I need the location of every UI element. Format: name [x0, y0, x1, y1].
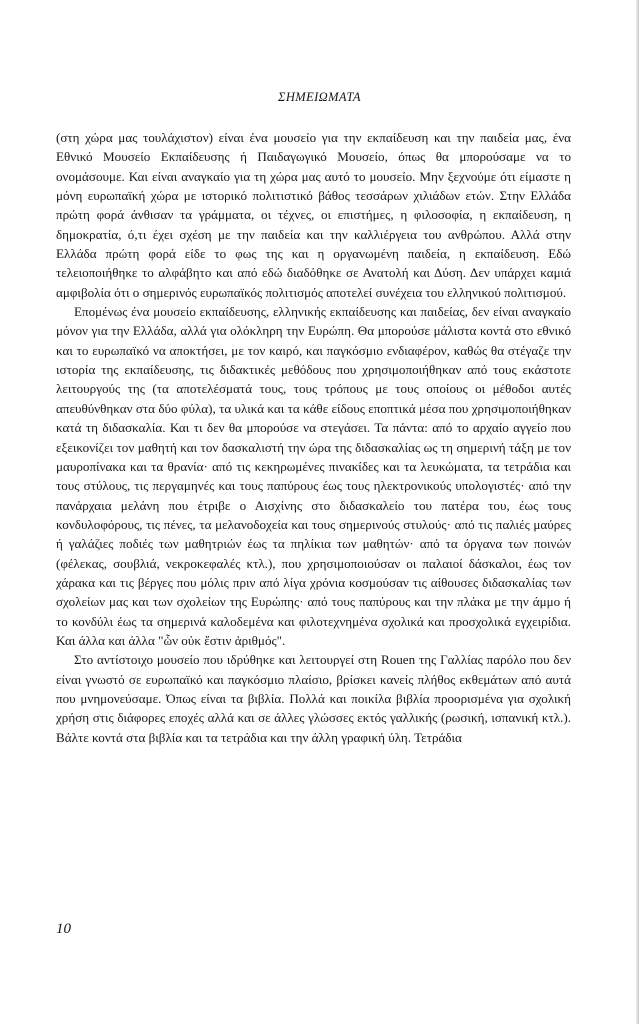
running-header: ΣΗΜΕΙΩΜΑΤΑ — [278, 90, 361, 104]
paragraph-1: (στη χώρα μας τουλάχιστον) είναι ένα μουσείο για την εκπαίδευση και την παιδεία μας, ένα Εθνικό Μουσείο Εκπαίδευσης ή Παιδαγωγικό Μουσείο, όπως θα μπορούσαμε να το ονομάσουμε. Και είναι αναγκαίο για τη χώρα μας αυτό το μουσείο. Μην ξεχνούμε ότι είμαστε η μόνη ευρωπαϊκή χώρα με ιστορικό πολιτιστικό βάθος τεσσάρων χιλιάδων ετών. Στην Ελλάδα πρώτη φορά άνθισαν τα γράμματα, οι τέχνες, οι επιστήμες, η φιλοσοφία, η εκπαίδευση, η δημοκρατία, ό,τι έχει σχέση με την παιδεία και την καλλιέργεια του ανθρώπου. Αλλά στην Ελλάδα πρώτη φορά είδε το φως της και η οργανωμένη παιδεία, η εκπαίδευση. Εδώ τελειοποιήθηκε το αλφάβητο και από εδώ διαδόθηκε σε Ανατολή και Δύση. Δεν υπάρχει καμιά αμφιβολία ότι ο σημερινός ευρωπαϊκός πολιτισμός αποτελεί συνέχεια του ελληνικού πολιτισμού. — [56, 130, 571, 300]
paragraph-2: Επομένως ένα μουσείο εκπαίδευσης, ελληνικής εκπαίδευσης και παιδείας, δεν είναι αναγκαίο μόνον για την Ελλάδα, αλλά για ολόκληρη την Ευρώπη. Θα μπορούσε μάλιστα κοντά στο εθνικό και το ευρωπαϊκό να αποκτήσει, με τον καιρό, και παγκόσμιο ενδιαφέρον, καθώς θα στέγαζε την ιστορία της εκπαίδευσης, τις διδακτικές μεθόδους που χρησιμοποιήθηκαν από τους εκάστοτε λειτουργούς της (τα αποτελέσματά τους, τους τρόπους με τους οποίους οι μέθοδοι αυτές απευθύνθηκαν στα δύο φύλα), τα υλικά και τα κάθε είδους εποπτικά μέσα που χρησιμοποιήθηκαν κατά τη διδασκαλία. Και τι δεν θα μπορούσε να στεγάσει. Τα πάντα: από το αρχαίο αγγείο που εξεικονίζει τον μαθητή και τον δασκαλιστή την ώρα της διδασκαλίας ως τη σημερινή τάξη με τον μαυροπίνακα και τα θρανία· από τις κεκηρωμένες πινακίδες και τα λευκώματα, τα τετράδια και τους στύλους, τις περγαμηνές και τους παπύρους έως τους ηλεκτρονικούς υπολογιστές· από την πανάρχαια μελάνη που έτριβε ο Αισχίνης στο διδασκαλείο του πατέρα του, έως τους κονδυλοφόρους, τις πένες, τα μελανοδοχεία και τους σημερινούς στυλούς· από τις παλιές μαύρες ή γαλάζιες ποδιές των μαθητριών έως τα πηλίκια των μαθητών· από τα όργανα των ποινών (φέλεκας, σουβλιά, νεκροκεφαλές κτλ.), που χρησιμοποιούσαν οι παλαιοί δάσκαλοι, έως τον χάρακα και τις βέργες που μόλις πριν από λίγα χρόνια κοσμούσαν τις αίθουσες διδασκαλίας των σχολείων μας και των σχολείων της Ευρώπης· από τους παπύρους και την πλάκα με την άμμο ή το κονδύλι έως τα σημερινά καλοδεμένα και φιλοτεχνημένα σχολικά και προσχολικά εγχειρίδια. Και άλλα και άλλα "ὧν οὐκ ἔστιν ἀριθμός". — [56, 304, 571, 648]
body-text — [56, 128, 571, 747]
paragraph-3: Στο αντίστοιχο μουσείο που ιδρύθηκε και λειτουργεί στη Rouen της Γαλλίας παρόλο που δεν είναι γνωστό σε ευρωπαϊκό και παγκόσμιο πλαίσιο, βρίσκει κανείς πλήθος εκθεμάτων από αυτά που μνημονεύσαμε. Όπως είναι τα βιβλία. Πολλά και ποικίλα βιβλία προορισμένα για σχολική χρήση στις διάφορες εποχές αλλά και σε άλλες γλώσσες εκτός γαλλικής (ρωσική, ισπανική κτλ.). Βάλτε κοντά στα βιβλία και τα τετράδια και την άλλη γραφική ύλη. Τετράδια — [56, 652, 571, 745]
page-number: 10 — [56, 921, 71, 937]
